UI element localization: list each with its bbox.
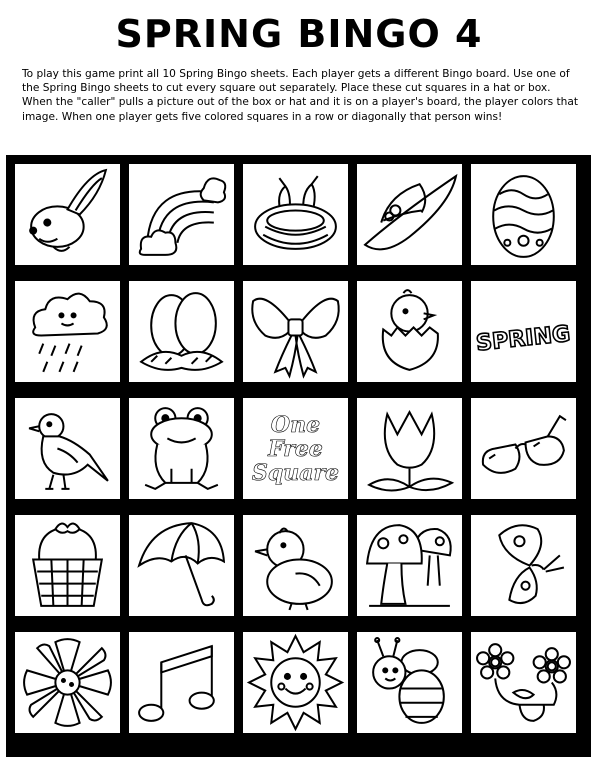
bunny-icon (15, 164, 120, 265)
bingo-cell-tulip[interactable] (356, 397, 463, 500)
bingo-cell-flowers[interactable] (470, 631, 577, 734)
bingo-cell-bird-nest[interactable] (242, 163, 349, 266)
rainbow-icon (129, 164, 234, 265)
bingo-cell-mushrooms[interactable] (356, 514, 463, 617)
bingo-cell-bee[interactable] (356, 631, 463, 734)
sunglasses-icon (471, 398, 576, 499)
free-square[interactable] (242, 397, 349, 500)
bingo-cell-basket[interactable] (14, 514, 121, 617)
bow-icon (243, 281, 348, 382)
hat-icon (357, 164, 462, 265)
umbrella-icon (129, 515, 234, 616)
free-square-line-1: One (270, 411, 321, 438)
bird-icon (15, 398, 120, 499)
bee-icon (357, 632, 462, 733)
music-note-icon (129, 632, 234, 733)
bingo-cell-bunny[interactable] (14, 163, 121, 266)
hatching-chick-icon (357, 281, 462, 382)
bingo-cell-rain-cloud[interactable] (14, 280, 121, 383)
bingo-cell-bow[interactable] (242, 280, 349, 383)
easter-egg-icon (471, 164, 576, 265)
flowers-icon (471, 632, 576, 733)
bingo-cell-spring-word[interactable] (470, 280, 577, 383)
bingo-cell-hatching-chick[interactable] (356, 280, 463, 383)
bingo-cell-eggs[interactable] (128, 280, 235, 383)
free-square-line-2: Free (268, 435, 323, 462)
chick-icon (243, 515, 348, 616)
bingo-board (6, 155, 591, 757)
bingo-cell-frog[interactable] (128, 397, 235, 500)
spring-word-icon (471, 281, 576, 382)
free-square-line-3: Square (251, 459, 340, 486)
bingo-cell-sun[interactable] (242, 631, 349, 734)
bingo-cell-butterfly[interactable] (470, 514, 577, 617)
bingo-cell-umbrella[interactable] (128, 514, 235, 617)
sun-icon (243, 632, 348, 733)
frog-icon (129, 398, 234, 499)
bingo-cell-bird[interactable] (14, 397, 121, 500)
bingo-cell-flower[interactable] (14, 631, 121, 734)
bingo-cell-rainbow[interactable] (128, 163, 235, 266)
bingo-cell-hat[interactable] (356, 163, 463, 266)
svg-text:SPRING: SPRING (474, 320, 572, 357)
butterfly-icon (471, 515, 576, 616)
bingo-cell-sunglasses[interactable] (470, 397, 577, 500)
eggs-icon (129, 281, 234, 382)
page-title: SPRING BINGO 4 (115, 12, 483, 56)
tulip-icon (357, 398, 462, 499)
flower-icon (15, 632, 120, 733)
bingo-cell-easter-egg[interactable] (470, 163, 577, 266)
rain-cloud-icon (15, 281, 120, 382)
bingo-cell-chick[interactable] (242, 514, 349, 617)
bird-nest-icon (243, 164, 348, 265)
instructions-text: To play this game print all 10 Spring Bingo sheets. Each player gets a different Bingo board. Use one of the Spring Bingo sheets to cut every square out separately. Place these cut squares in a hat or box. When the "caller" pulls a picture out of the box or hat and it is on a player's board, the player colors that image. When one player gets five colored squares in a row or diagonally that person wins! (22, 68, 579, 123)
basket-icon (15, 515, 120, 616)
bingo-cell-music-note[interactable] (128, 631, 235, 734)
mushrooms-icon (357, 515, 462, 616)
